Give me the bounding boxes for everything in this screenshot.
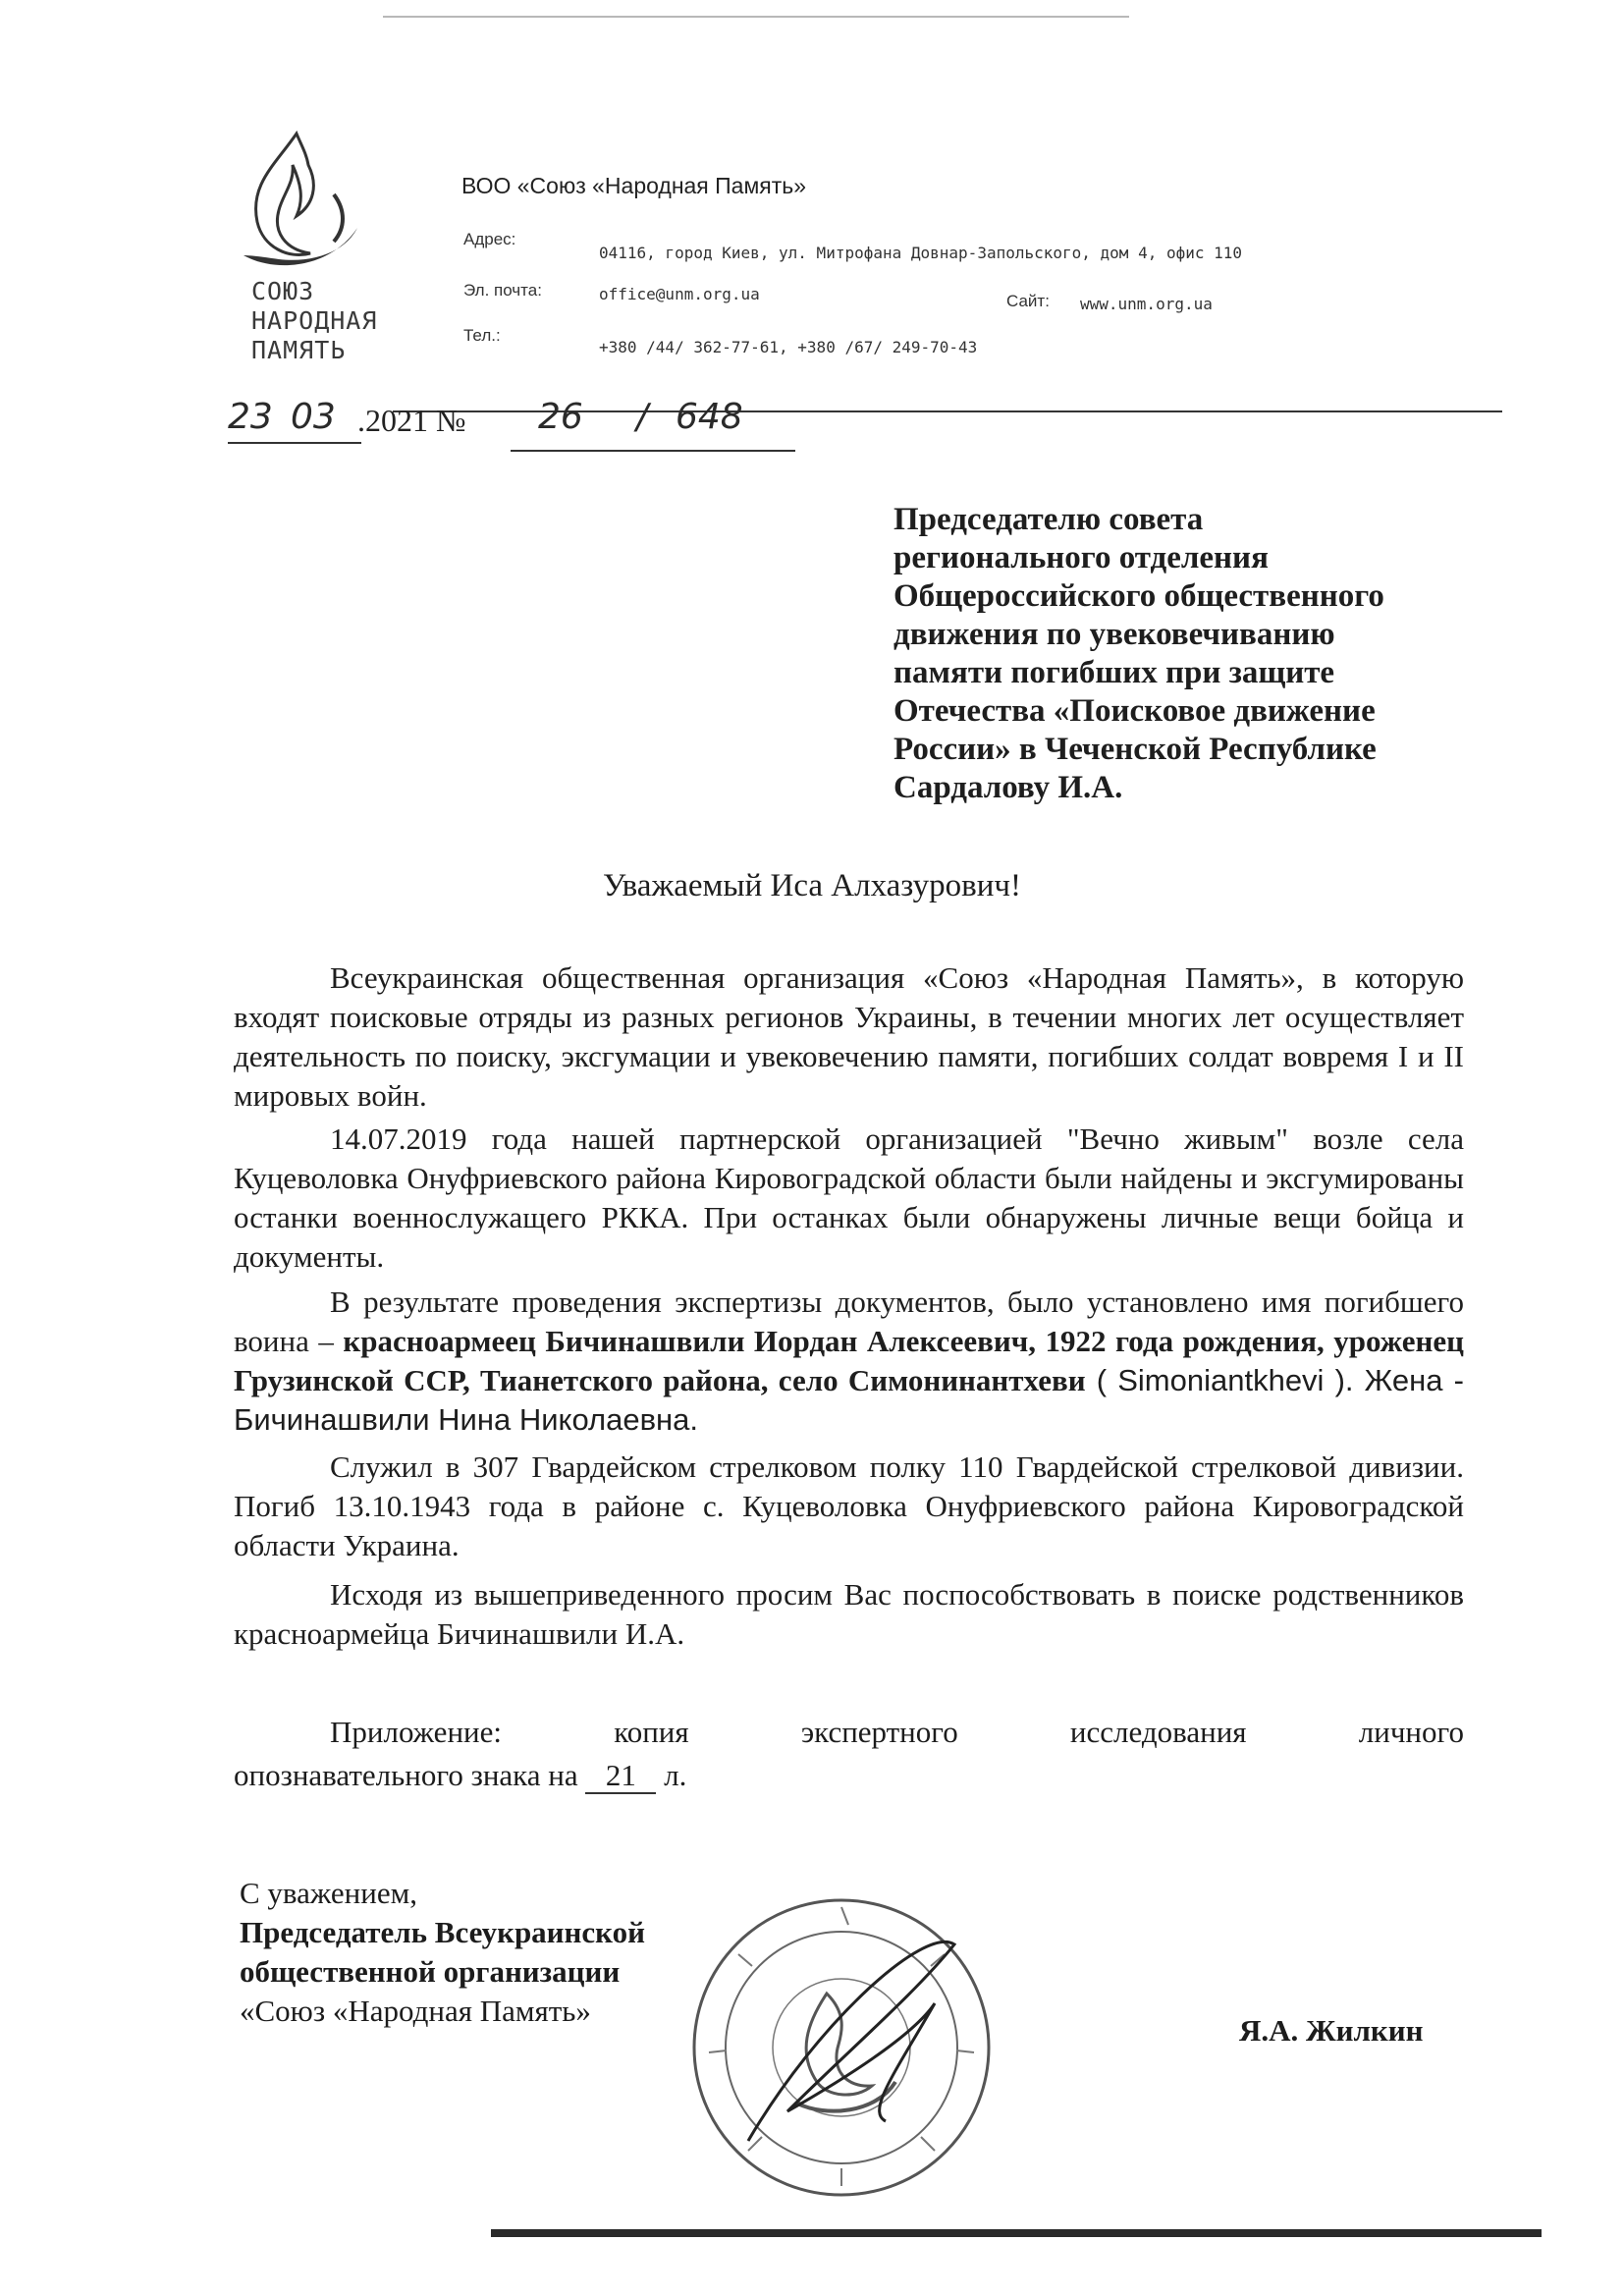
paragraph-4-text: Служил в 307 Гвардейском стрелковом полку 110 Гвардейской стрелковой дивизии. Погиб 13.10.1943 года в районе с. Куцеволовка Онуфриевского района Кировоградской области Украина. bbox=[234, 1449, 1464, 1562]
paragraph-1-text: Всеукраинская общественная организация «Союз «Народная Память», в которую входят поисковые отряды из разных регионов Украины, в течении многих лет осуществляет деятельность по поиску, эксгумации и увековечению памяти, погибших солдат вовремя I и II мировых войн. bbox=[234, 960, 1464, 1113]
ref-number-part1: 26 bbox=[538, 397, 583, 437]
addressee-line: движения по увековечиванию bbox=[893, 617, 1335, 652]
addressee-line: Председателю совета bbox=[893, 502, 1204, 537]
date-month: 03 bbox=[291, 397, 336, 437]
attachment-text: опознавательного знака на bbox=[234, 1758, 578, 1792]
date-year: .2021 № bbox=[357, 403, 466, 438]
closing-greeting: С уважением, bbox=[240, 1876, 417, 1910]
closing-block bbox=[240, 1874, 645, 2031]
addressee-line: России» в Чеченской Республике bbox=[893, 732, 1377, 767]
ref-number-sep: / bbox=[636, 397, 649, 437]
phone-label: Тел.: bbox=[463, 326, 501, 345]
addressee-line: памяти погибших при защите bbox=[893, 655, 1335, 690]
org-name: ВОО «Союз «Народная Память» bbox=[461, 173, 807, 198]
addressee-line: Сардалову И.А. bbox=[893, 770, 1123, 805]
email-value[interactable]: office@unm.org.ua bbox=[599, 285, 760, 303]
closing-position-1: Председатель Всеукраинской bbox=[240, 1915, 645, 1949]
logo-wordmark bbox=[251, 277, 377, 365]
logo-line-2: НАРОДНАЯ bbox=[251, 306, 378, 335]
signer-name: Я.А. Жилкин bbox=[1239, 2013, 1424, 2048]
addressee-block bbox=[893, 501, 1502, 807]
attachment-word: Приложение: bbox=[330, 1715, 502, 1749]
attachment-page-count: 21 bbox=[585, 1759, 656, 1794]
address-label: Адрес: bbox=[463, 230, 516, 248]
closing-position-3: «Союз «Народная Память» bbox=[240, 1994, 591, 2028]
logo-line-1: СОЮЗ bbox=[251, 277, 315, 305]
paragraph-3-text-a: В результате проведения экспертизы документов, было установлено имя погибшего воина – bbox=[234, 1285, 1464, 1358]
attachment-word: личного bbox=[1358, 1715, 1464, 1749]
site-value[interactable]: www.unm.org.ua bbox=[1080, 295, 1213, 313]
logo-line-3: ПАМЯТЬ bbox=[251, 336, 347, 364]
attachment-block bbox=[234, 1711, 1464, 1797]
date-underline bbox=[228, 442, 361, 444]
paragraph-5-text: Исходя из вышеприведенного просим Вас поспособствовать в поиске родственников красноармейца Бичинашвили И.А. bbox=[234, 1577, 1464, 1651]
bottom-scan-line bbox=[491, 2229, 1542, 2237]
number-underline bbox=[511, 450, 795, 452]
attachment-word: экспертного bbox=[800, 1715, 958, 1749]
top-scan-line bbox=[383, 16, 1129, 18]
paragraph-3-text-bold: красноармеец Бичинашвили Иордан Алексеевич, 1922 года рождения, уроженец Грузинской ССР, Тианетского района, село Симонинантхеви bbox=[234, 1324, 1464, 1397]
phone-value: +380 /44/ 362-77-61, +380 /67/ 249-70-43 bbox=[599, 338, 978, 356]
attachment-line-1 bbox=[234, 1711, 1464, 1754]
paragraph-4 bbox=[234, 1448, 1464, 1565]
closing-position-2: общественной организации bbox=[240, 1954, 621, 1989]
paragraph-2 bbox=[234, 1120, 1464, 1277]
paragraph-5 bbox=[234, 1575, 1464, 1654]
addressee-line: регионального отделения bbox=[893, 540, 1269, 575]
attachment-word: исследования bbox=[1069, 1715, 1247, 1749]
addressee-line: Общероссийского общественного bbox=[893, 578, 1384, 614]
round-stamp-icon bbox=[679, 1886, 1003, 2210]
date-day: 23 bbox=[228, 397, 273, 437]
attachment-line-2 bbox=[234, 1754, 1464, 1797]
paragraph-2-text: 14.07.2019 года нашей партнерской организацией "Вечно живым" возле села Куцеволовка Онуфриевского района Кировоградской области были найдены и эксгумированы останки военнослужащего РККА. При останках были обнаружены личные вещи бойца и документы. bbox=[234, 1121, 1464, 1274]
ref-number-part2: 648 bbox=[676, 397, 743, 437]
paragraph-3-text-c: ( Simoniantkhevi ). Жена - Бичинашвили Нина Николаевна. bbox=[234, 1363, 1465, 1437]
attachment-pages-unit: л. bbox=[664, 1758, 687, 1792]
site-label: Сайт: bbox=[1006, 292, 1050, 310]
flame-logo-icon bbox=[236, 126, 363, 273]
paragraph-3 bbox=[234, 1283, 1464, 1440]
paragraph-1 bbox=[234, 958, 1464, 1116]
address-value: 04116, город Киев, ул. Митрофана Довнар-Запольского, дом 4, офис 110 bbox=[599, 244, 1243, 262]
attachment-word: копия bbox=[614, 1715, 689, 1749]
greeting: Уважаемый Иса Алхазурович! bbox=[603, 868, 1021, 903]
email-label: Эл. почта: bbox=[463, 281, 542, 300]
addressee-line: Отечества «Поисковое движение bbox=[893, 693, 1376, 729]
